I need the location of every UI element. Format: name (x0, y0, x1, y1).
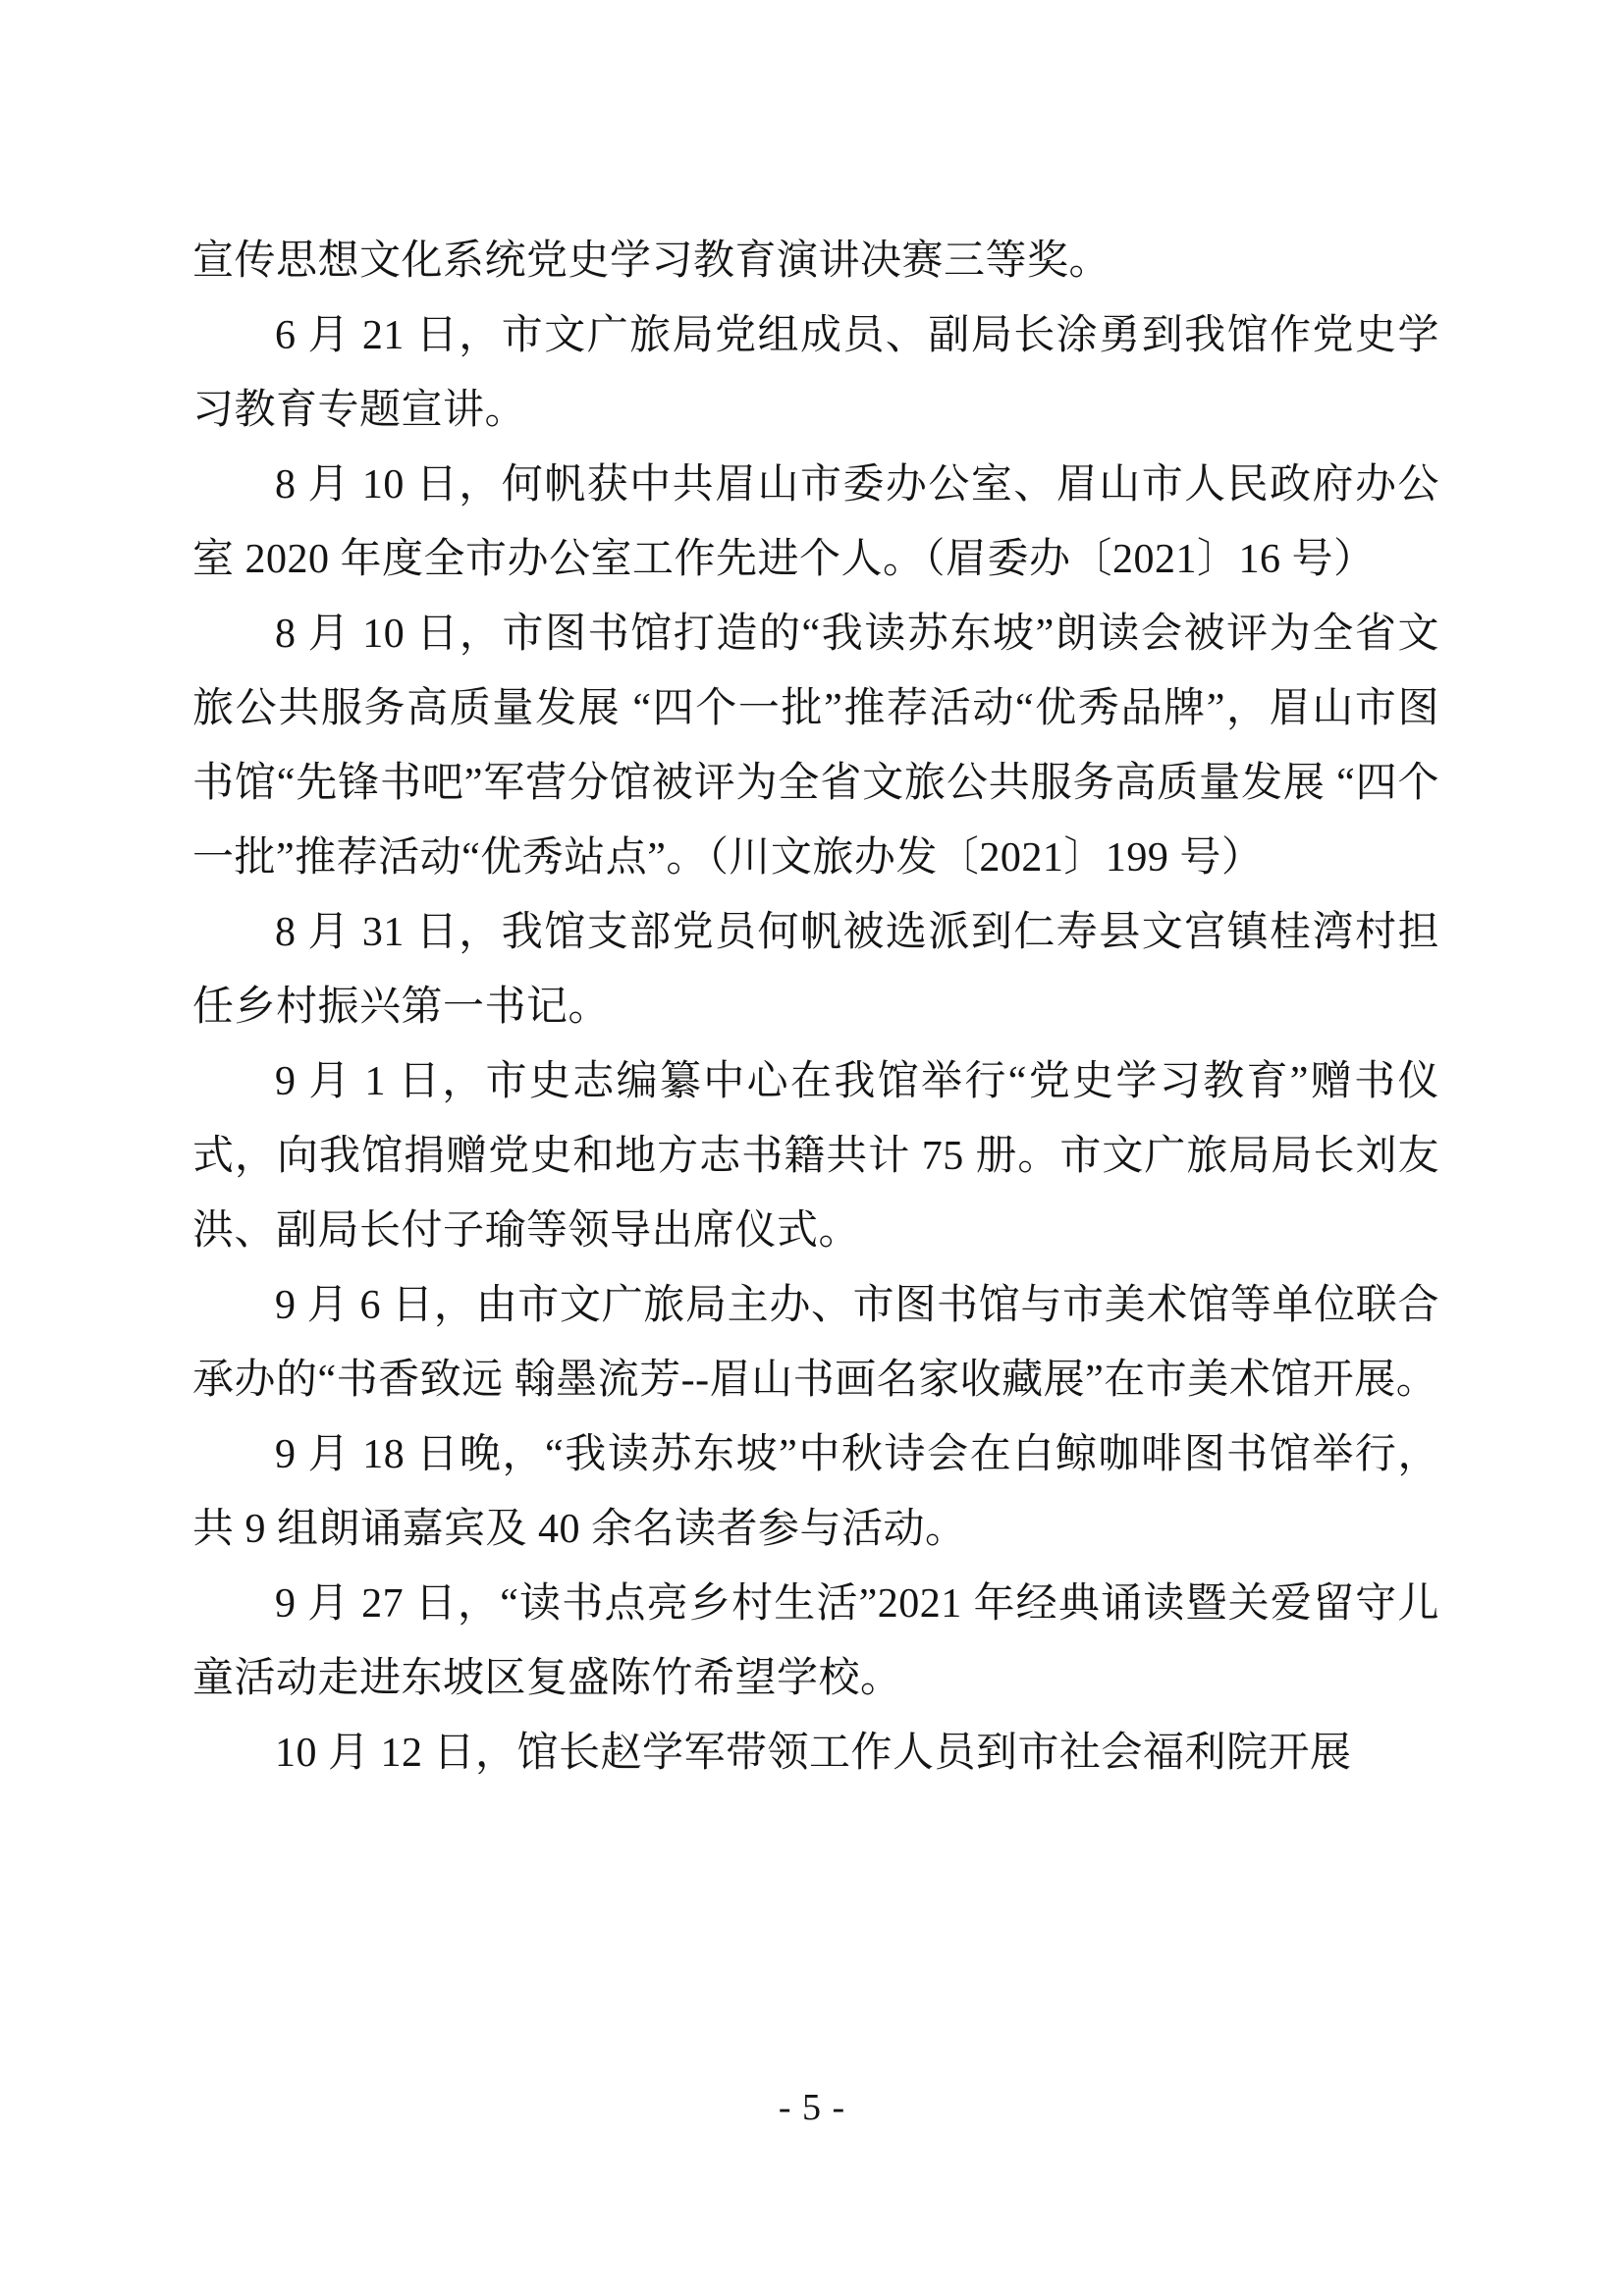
paragraph: 9 月 6 日，由市文广旅局主办、市图书馆与市美术馆等单位联合承办的“书香致远 翰墨流芳--眉山书画名家收藏展”在市美术馆开展。 (192, 1283, 1439, 1403)
paragraph: 8 月 10 日，何帆获中共眉山市委办公室、眉山市人民政府办公室 2020 年度全市办公室工作先进个人。（眉委办〔2021〕16 号） (192, 462, 1439, 582)
paragraph: 10 月 12 日，馆长赵学军带领工作人员到市社会福利院开展 (275, 1731, 1352, 1776)
paragraph: 8 月 10 日，市图书馆打造的“我读苏东坡”朗读会被评为全省文旅公共服务高质量发展 “四个一批”推荐活动“优秀品牌”，眉山市图书馆“先锋书吧”军营分馆被评为全省文旅公共服务高质量发展 “四个一批”推荐活动“优秀站点”。（川文旅办发〔2021〕199 号） (192, 612, 1439, 881)
paragraph: 9 月 1 日，市史志编纂中心在我馆举行“党史学习教育”赠书仪式，向我馆捐赠党史和地方志书籍共计 75 册。市文广旅局局长刘友洪、副局长付子瑜等领导出席仪式。 (192, 1059, 1439, 1254)
paragraph: 6 月 21 日，市文广旅局党组成员、副局长涂勇到我馆作党史学习教育专题宣讲。 (192, 313, 1439, 433)
paragraph: 9 月 27 日，“读书点亮乡村生活”2021 年经典诵读暨关爱留守儿童活动走进东坡区复盛陈竹希望学校。 (192, 1581, 1439, 1701)
paragraph: 宣传思想文化系统党史学习教育演讲决赛三等奖。 (192, 239, 1111, 284)
paragraph: 9 月 18 日晚，“我读苏东坡”中秋诗会在白鲸咖啡图书馆举行，共 9 组朗诵嘉宾及 40 余名读者参与活动。 (192, 1432, 1439, 1552)
document-body (192, 224, 1439, 1790)
paragraph: 8 月 31 日，我馆支部党员何帆被选派到仁寿县文宫镇桂湾村担任乡村振兴第一书记。 (192, 910, 1439, 1030)
page-number: - 5 - (778, 2087, 846, 2128)
